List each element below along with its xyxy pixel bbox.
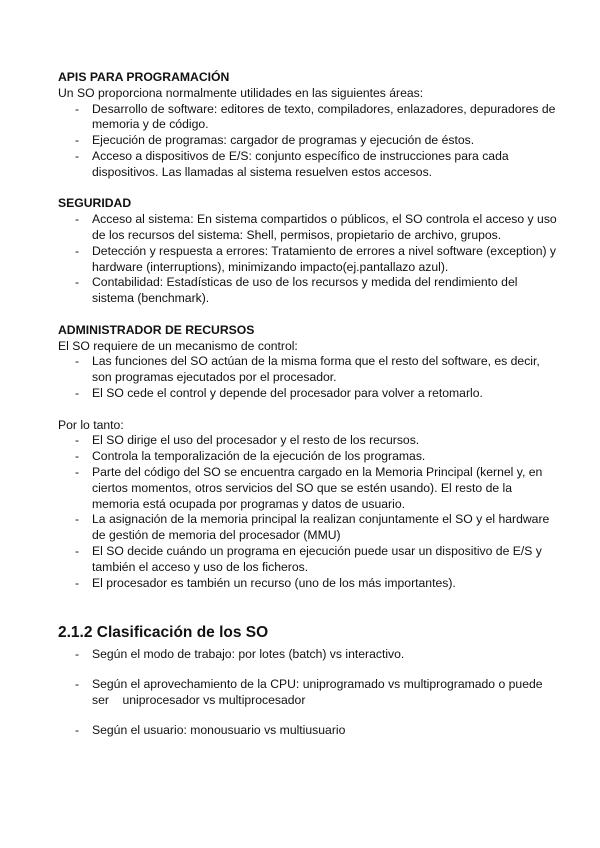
apis-list (58, 102, 560, 181)
list-item (58, 576, 560, 592)
dash-bullet: - (75, 677, 80, 692)
dash-bullet: - (75, 647, 80, 662)
dash-bullet: - (75, 275, 80, 290)
clasificacion-list (58, 647, 560, 739)
dash-bullet: - (75, 512, 80, 527)
list-item (58, 212, 560, 244)
dash-bullet: - (75, 723, 80, 738)
list-item (58, 275, 560, 307)
list-item (58, 723, 560, 739)
list-item (58, 433, 560, 449)
dash-bullet: - (75, 243, 80, 258)
dash-bullet: - (75, 575, 80, 590)
list-item (58, 512, 560, 544)
list-item-text: Acceso al sistema: En sistema compartidos o públicos, el SO controla el acceso y uso de los recursos del sistema: Shell, permisos, propietario de archivo, grupos. (92, 212, 557, 242)
list-item (58, 102, 560, 134)
clasificacion-heading: 2.1.2 Clasificación de los SO (58, 624, 269, 642)
list-item-text: Las funciones del SO actúan de la misma forma que el resto del software, es decir, son programas ejecutados por el procesador. (92, 354, 540, 385)
dash-bullet: - (75, 148, 80, 163)
apis-heading: APIS PARA PROGRAMACIÓN (58, 70, 230, 84)
list-item-text: Ejecución de programas: cargador de programas y ejecución de éstos. (92, 133, 475, 148)
list-item-text: El SO decide cuándo un programa en ejecución puede usar un dispositivo de E/S y también el acceso y uso de los ficheros. (92, 543, 542, 574)
list-item (58, 244, 560, 276)
list-item-text: El procesador es también un recurso (uno de los más importantes). (92, 575, 456, 590)
dash-bullet: - (75, 449, 80, 464)
administrador-intro: El SO requiere de un mecanismo de control: (58, 338, 298, 353)
list-item-text: La asignación de la memoria principal la realizan conjuntamente el SO y el hardware de gestión de memoria del procesador (MMU) (92, 512, 550, 543)
list-item (58, 465, 560, 512)
dash-bullet: - (75, 464, 80, 479)
list-item (58, 386, 560, 402)
list-item (58, 647, 560, 663)
list-item-text: Detección y respuesta a errores: Tratamiento de errores a nivel software (exception) y hardware (interruptions), minimizando impacto(ej.pantallazo azul). (92, 243, 557, 274)
list-item (58, 149, 560, 181)
list-item-text: Parte del código del SO se encuentra cargado en la Memoria Principal (kernel y, en ciertos momentos, otros servicios del SO que se estén usando). El resto de la memoria está ocupada por programas y datos de usuario. (92, 464, 543, 511)
list-item (58, 449, 560, 465)
list-item (58, 133, 560, 149)
dash-bullet: - (75, 101, 80, 116)
dash-bullet: - (75, 133, 80, 148)
list-item-text: Según el aprovechamiento de la CPU: uniprogramado vs multiprogramado o puede ser uniprocesador vs multiprocesador (92, 677, 546, 708)
list-item-text: Según el modo de trabajo: por lotes (batch) vs interactivo. (92, 647, 405, 662)
dash-bullet: - (75, 543, 80, 558)
list-item (58, 677, 560, 709)
por-lo-tanto: Por lo tanto: (58, 417, 124, 432)
list-item-text: Contabilidad: Estadísticas de uso de los recursos y medida del rendimiento del sistema (benchmark). (92, 275, 518, 306)
seguridad-list (58, 212, 560, 307)
list-item (58, 544, 560, 576)
list-item-text: El SO cede el control y depende del procesador para volver a retomarlo. (92, 385, 483, 400)
dash-bullet: - (75, 354, 80, 369)
dash-bullet: - (75, 385, 80, 400)
list-item-text: Controla la temporalización de la ejecución de los programas. (92, 449, 426, 464)
dash-bullet: - (75, 433, 80, 448)
administrador-heading: ADMINISTRADOR DE RECURSOS (58, 322, 255, 337)
list-item-text: Desarrollo de software: editores de texto, compiladores, enlazadores, depuradores de memoria y de código. (92, 101, 556, 132)
list-item-text: El SO dirige el uso del procesador y el resto de los recursos. (92, 433, 420, 448)
list-item-text: Acceso a dispositivos de E/S: conjunto específico de instrucciones para cada dispositivos. Las llamadas al sistema resuelven estos accesos. (92, 148, 509, 179)
seguridad-heading: SEGURIDAD (58, 196, 132, 211)
list-item-text: Según el usuario: monousuario vs multiusuario (92, 723, 346, 738)
por-lo-tanto-list (58, 433, 560, 591)
dash-bullet: - (75, 212, 80, 227)
apis-intro: Un SO proporciona normalmente utilidades en las siguientes áreas: (58, 85, 424, 100)
administrador-list (58, 354, 560, 401)
list-item (58, 354, 560, 386)
